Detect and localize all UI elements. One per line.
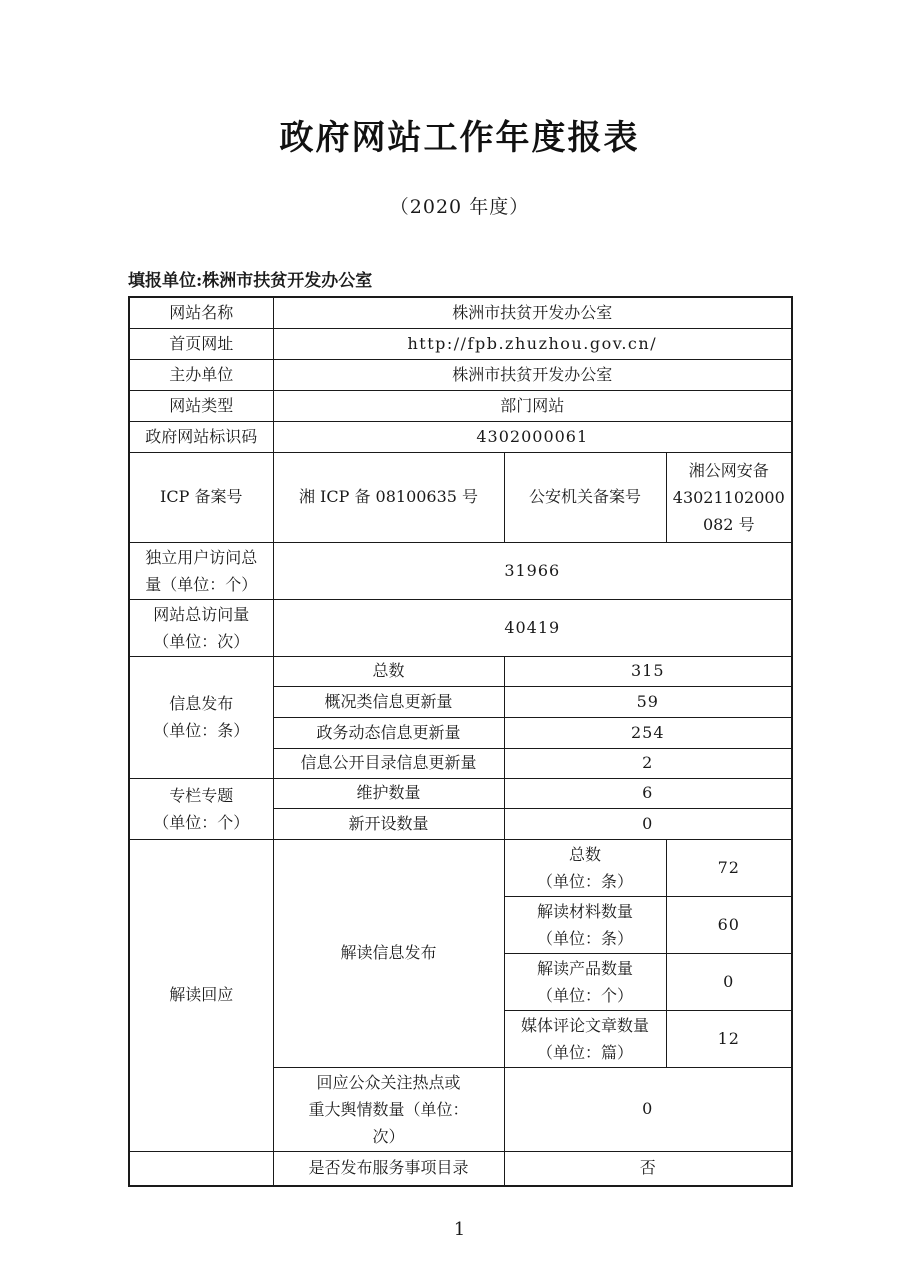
unique-visitors-label-cell <box>129 542 273 599</box>
info-publish-total-value-cell: 315 <box>504 656 792 686</box>
row-interpretation-total <box>129 839 792 896</box>
label-line: 独立用户访问总 <box>145 547 258 567</box>
site-id-code-value-cell: 4302000061 <box>273 421 792 452</box>
annual-report-table <box>128 296 793 1187</box>
row-info-publish-total <box>129 656 792 686</box>
row-organizer <box>129 359 792 390</box>
site-name-label-cell: 网站名称 <box>129 297 273 328</box>
label-line: （单位：条） <box>536 928 633 948</box>
info-publish-total-label-cell: 总数 <box>273 656 504 686</box>
label-line: 回应公众关注热点或 <box>316 1072 461 1092</box>
interpretation-products-label-cell <box>504 953 666 1010</box>
unique-visitors-value-cell: 31966 <box>273 542 792 599</box>
special-topics-new-value-cell: 0 <box>504 808 792 839</box>
info-publish-directory-label-cell: 信息公开目录信息更新量 <box>273 748 504 778</box>
home-url-label-cell: 首页网址 <box>129 328 273 359</box>
info-publish-gov-news-label-cell: 政务动态信息更新量 <box>273 717 504 748</box>
interpretation-products-value-cell: 0 <box>666 953 792 1010</box>
info-publish-directory-value-cell: 2 <box>504 748 792 778</box>
info-publish-group-cell <box>129 656 273 778</box>
police-number-line: 43021102000 <box>672 487 785 507</box>
label-line: 重大舆情数量（单位： <box>308 1099 469 1119</box>
service-catalog-empty-cell <box>129 1151 273 1186</box>
label-line: 媒体评论文章数量 <box>520 1015 649 1035</box>
row-special-topics-maintained <box>129 778 792 808</box>
group-label-line: 信息发布 <box>169 694 234 713</box>
organizer-label-cell: 主办单位 <box>129 359 273 390</box>
special-topics-group-cell <box>129 778 273 839</box>
label-line: 次） <box>372 1126 405 1146</box>
service-catalog-label-cell: 是否发布服务事项目录 <box>273 1151 504 1186</box>
document-subtitle: （2020 年度） <box>389 196 530 218</box>
label-line: （单位：篇） <box>536 1042 633 1062</box>
row-site-name <box>129 297 792 328</box>
label-line: 解读材料数量 <box>536 901 633 921</box>
row-total-visits <box>129 599 792 656</box>
site-type-value-cell: 部门网站 <box>273 390 792 421</box>
interpretation-materials-value-cell: 60 <box>666 896 792 953</box>
page-number: 1 <box>453 1219 466 1240</box>
label-line: （单位：个） <box>536 985 633 1005</box>
home-url-value-cell: http://fpb.zhuzhou.gov.cn/ <box>273 328 792 359</box>
interpretation-publish-cell: 解读信息发布 <box>273 839 504 1067</box>
row-site-id-code <box>129 421 792 452</box>
police-number-line: 湘公网安备 <box>688 460 769 480</box>
row-icp <box>129 452 792 542</box>
row-home-url <box>129 328 792 359</box>
special-topics-new-label-cell: 新开设数量 <box>273 808 504 839</box>
document-content <box>128 116 791 1240</box>
info-publish-gov-news-value-cell: 254 <box>504 717 792 748</box>
label-line: 总数 <box>568 844 601 864</box>
interpretation-materials-label-cell <box>504 896 666 953</box>
interpretation-total-value-cell: 72 <box>666 839 792 896</box>
hotspot-response-label-cell <box>273 1067 504 1151</box>
police-number-line: 082 号 <box>702 514 755 534</box>
organizer-value-cell: 株洲市扶贫开发办公室 <box>273 359 792 390</box>
reporting-unit-line: 填报单位:株洲市扶贫开发办公室 <box>128 271 373 291</box>
special-topics-maintained-value-cell: 6 <box>504 778 792 808</box>
site-id-code-label-cell: 政府网站标识码 <box>129 421 273 452</box>
hotspot-response-value-cell: 0 <box>504 1067 792 1151</box>
special-topics-maintained-label-cell: 维护数量 <box>273 778 504 808</box>
icp-number-cell: 湘 ICP 备 08100635 号 <box>273 452 504 542</box>
interpretation-group-cell: 解读回应 <box>129 839 273 1151</box>
interpretation-media-label-cell <box>504 1010 666 1067</box>
label-line: 量（单位：个） <box>145 574 258 594</box>
label-line: （单位：次） <box>153 631 250 651</box>
police-filing-label-cell: 公安机关备案号 <box>504 452 666 542</box>
icp-label-cell: ICP 备案号 <box>129 452 273 542</box>
police-filing-number-cell <box>666 452 792 542</box>
row-unique-visitors <box>129 542 792 599</box>
interpretation-media-value-cell: 12 <box>666 1010 792 1067</box>
group-label-line: 专栏专题 <box>169 785 234 805</box>
group-label-line: （单位：条） <box>153 721 250 740</box>
interpretation-total-label-cell <box>504 839 666 896</box>
row-service-catalog <box>129 1151 792 1186</box>
label-line: 网站总访问量 <box>153 604 250 624</box>
info-publish-overview-value-cell: 59 <box>504 686 792 717</box>
row-site-type <box>129 390 792 421</box>
info-publish-overview-label-cell: 概况类信息更新量 <box>273 686 504 717</box>
group-label-line: （单位：个） <box>153 812 250 832</box>
label-line: （单位：条） <box>536 871 633 891</box>
total-visits-label-cell <box>129 599 273 656</box>
label-line: 解读产品数量 <box>536 958 633 978</box>
site-type-label-cell: 网站类型 <box>129 390 273 421</box>
document-title: 政府网站工作年度报表 <box>279 118 640 158</box>
site-name-value-cell: 株洲市扶贫开发办公室 <box>273 297 792 328</box>
service-catalog-value-cell: 否 <box>504 1151 792 1186</box>
total-visits-value-cell: 40419 <box>273 599 792 656</box>
